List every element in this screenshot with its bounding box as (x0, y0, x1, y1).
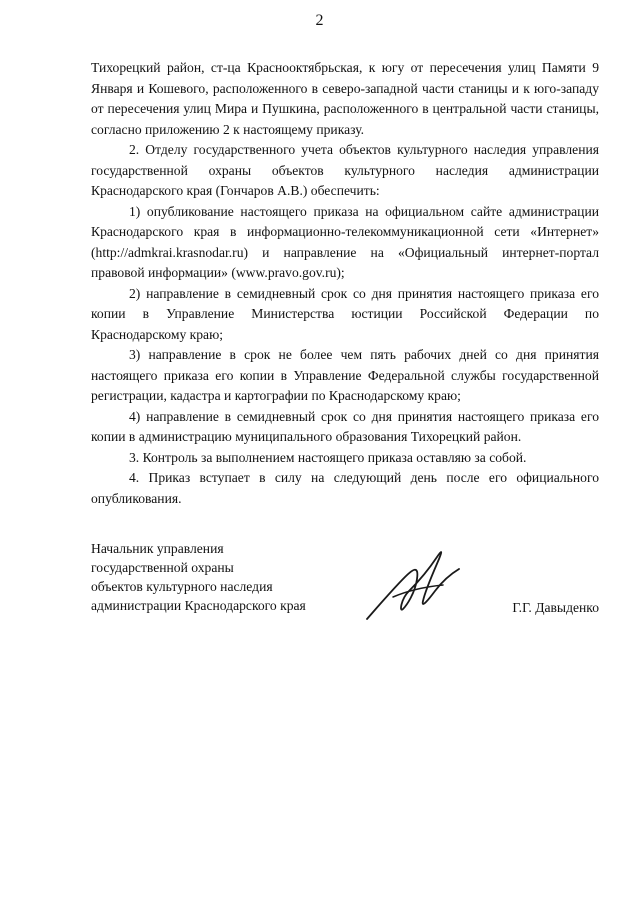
signatory-title-line: Начальник управления (91, 541, 224, 556)
paragraph-item-4: 4. Приказ вступает в силу на следующий день после его официального опубликования. (91, 470, 599, 506)
signature-block (91, 539, 599, 629)
paragraph-subitem-4: 4) направление в семидневный срок со дня принятия настоящего приказа его копии в администрацию муниципального образования Тихорецкий район. (91, 408, 599, 444)
page-number: 2 (315, 12, 324, 29)
paragraph-subitem-1: 1) опубликование настоящего приказа на официальном сайте администрации Краснодарского края в информационно-телекоммуникационной сети «Интернет» (http://admkrai.krasnodar.ru) и направление на «Официальный интернет-портал правовой информации» (www.pravo.gov.ru); (91, 203, 599, 280)
signatory-title-line: государственной охраны (91, 560, 234, 575)
paragraph-subitem-3: 3) направление в срок не более чем пять рабочих дней со дня принятия настоящего приказа его копии в Управление Федеральной службы государственной регистрации, кадастра и картографии по Краснодарскому краю; (91, 347, 599, 403)
signatory-title-line: администрации Краснодарского края (91, 598, 306, 613)
document-body (91, 58, 599, 509)
paragraph-item-2: 2. Отделу государственного учета объектов культурного наследия управления государственной охраны объектов культурного наследия администрации Краснодарского края (Гончаров А.В.) обеспечить: (91, 142, 599, 198)
paragraph-item-3: 3. Контроль за выполнением настоящего приказа оставляю за собой. (129, 449, 527, 465)
handwritten-signature (363, 539, 463, 629)
signatory-name: Г.Г. Давыденко (512, 600, 599, 615)
paragraph-subitem-2: 2) направление в семидневный срок со дня принятия настоящего приказа его копии в Управление Министерства юстиции Российской Федерации по Краснодарскому краю; (91, 285, 599, 342)
paragraph-continuation: Тихорецкий район, ст-ца Краснооктябрьская, к югу от пересечения улиц Памяти 9 Января и Кошевого, расположенного в северо-западной части станицы и к юго-западу от пересечения улиц Мира и Пушкина, расположенного в центральной части станицы, согласно приложению 2 к настоящему приказу. (91, 60, 599, 137)
signatory-title-line: объектов культурного наследия (91, 579, 273, 594)
